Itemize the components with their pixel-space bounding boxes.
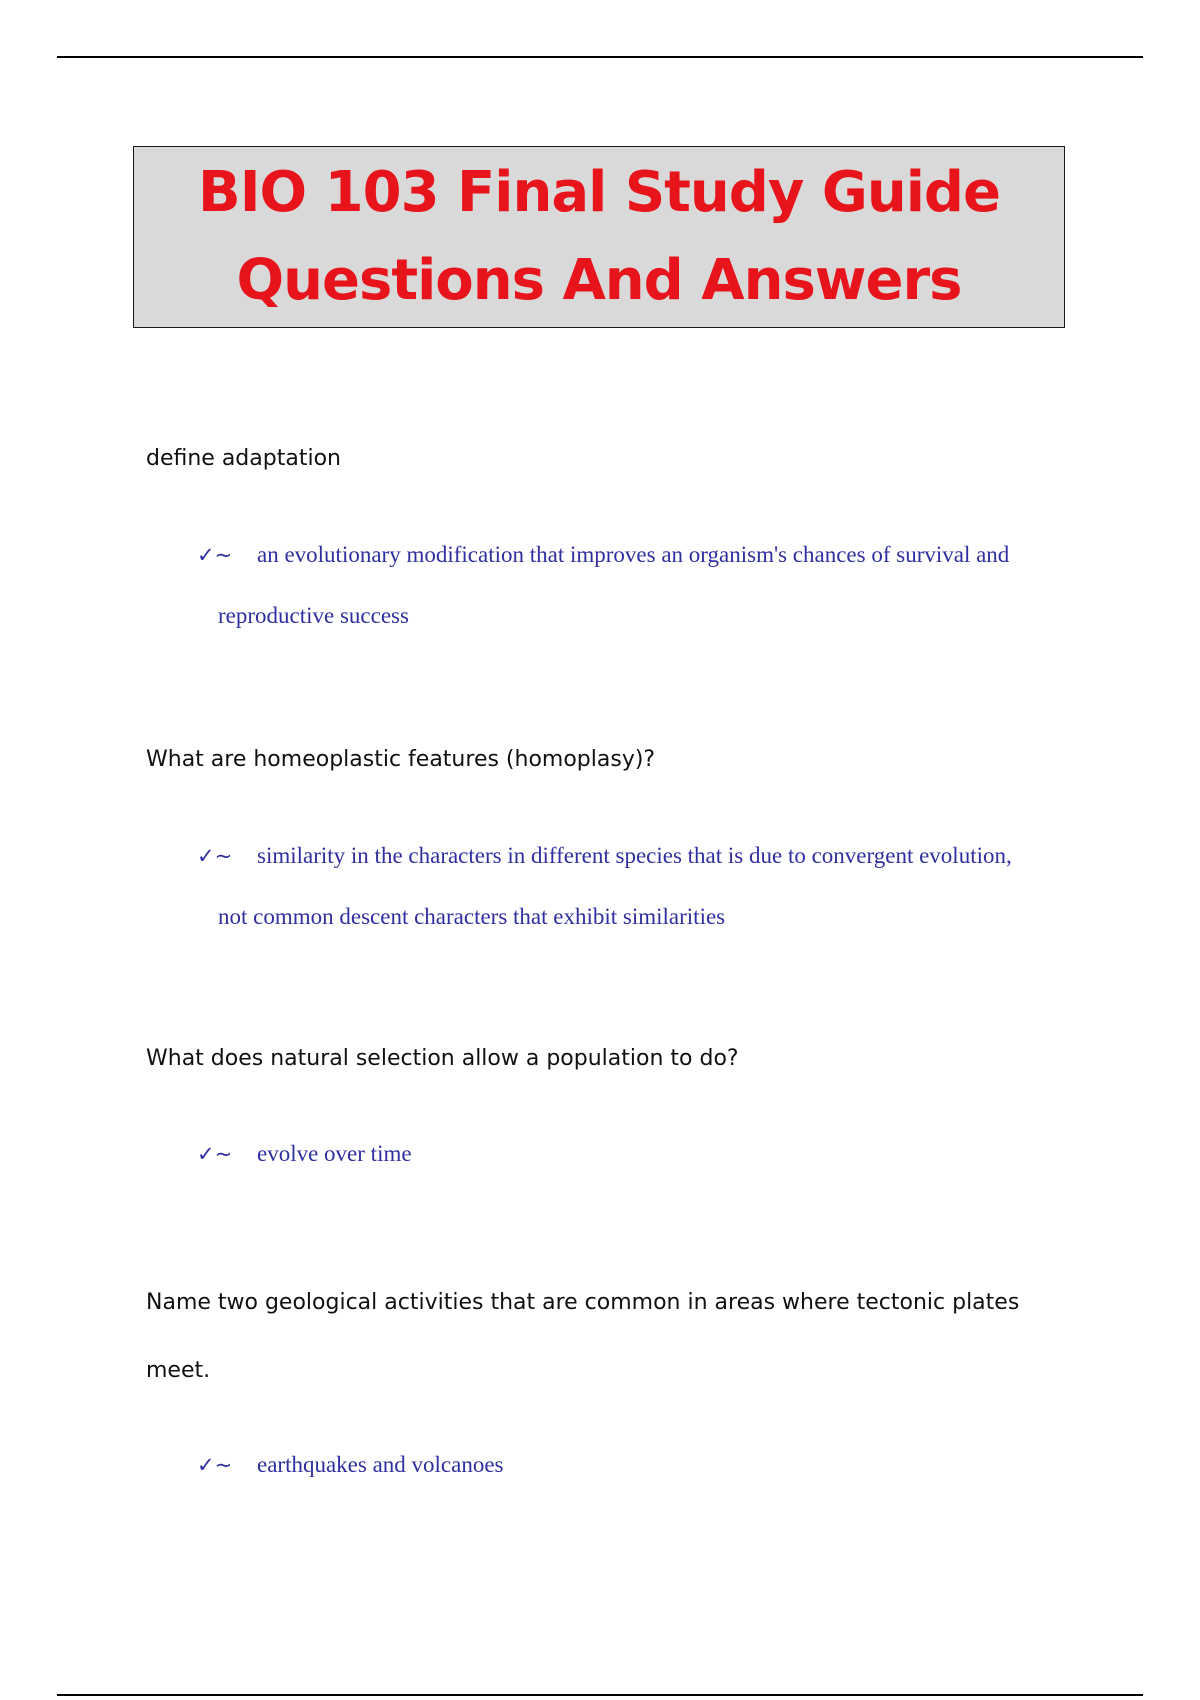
answer-3 <box>197 1141 412 1167</box>
check-icon: ✓~ <box>197 1453 233 1477</box>
question-4-line-1: Name two geological activities that are common in areas where tectonic plates <box>146 1290 1020 1315</box>
question-4-line-2: meet. <box>146 1358 211 1383</box>
answer-1-line-1: an evolutionary modification that improves an organism's chances of survival and <box>257 542 1010 567</box>
question-3: What does natural selection allow a population to do? <box>146 1046 739 1071</box>
answer-4-line-1: earthquakes and volcanoes <box>257 1452 504 1477</box>
answer-2-line-1: similarity in the characters in different species that is due to convergent evolution, <box>257 843 1012 868</box>
check-icon: ✓~ <box>197 1142 233 1166</box>
title-line-2: Questions And Answers <box>236 248 962 313</box>
question-2: What are homeoplastic features (homoplasy)? <box>146 747 656 772</box>
answer-3-line-1: evolve over time <box>257 1141 412 1166</box>
title-line-1: BIO 103 Final Study Guide <box>198 160 1000 225</box>
title-box <box>133 146 1065 328</box>
answer-2 <box>197 843 1012 869</box>
check-icon: ✓~ <box>197 844 233 868</box>
answer-4 <box>197 1452 504 1478</box>
answer-1-line-2: reproductive success <box>218 603 409 628</box>
answer-1 <box>197 542 1009 568</box>
check-icon: ✓~ <box>197 543 233 567</box>
answer-2-line-2: not common descent characters that exhibit similarities <box>218 904 726 929</box>
top-rule <box>57 56 1143 58</box>
question-1: define adaptation <box>146 446 341 471</box>
bottom-rule <box>57 1694 1143 1696</box>
